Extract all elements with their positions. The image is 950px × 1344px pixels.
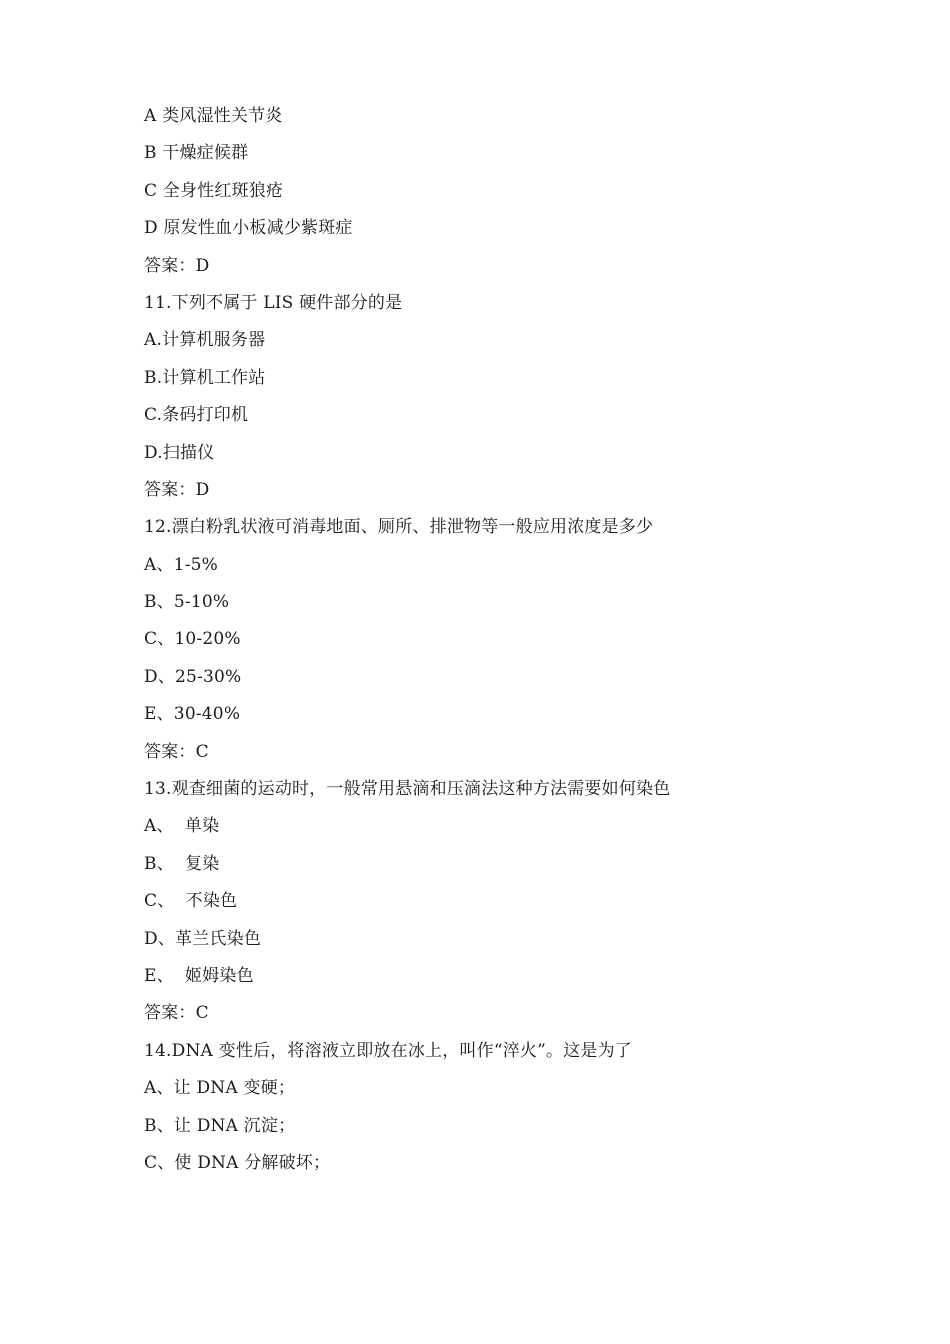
q10-answer: 答案：D (144, 255, 210, 276)
q12-option-d: D、25-30% (144, 666, 242, 687)
q12-option-b: B、5-10% (144, 592, 230, 613)
q11-stem: 11.下列不属于 LIS 硬件部分的是 (144, 292, 403, 313)
q11-answer: 答案：D (144, 479, 210, 500)
q13-stem: 13.观查细菌的运动时，一般常用悬滴和压滴法这种方法需要如何染色 (144, 779, 671, 800)
q14-stem: 14.DNA 变性后，将溶液立即放在冰上，叫作“淬火”。这是为了 (144, 1040, 633, 1061)
q12-option-e: E、30-40% (144, 704, 241, 725)
q13-option-a: A、 单染 (144, 816, 220, 837)
question-list (144, 98, 844, 1182)
q13-answer: 答案：C (144, 1003, 209, 1024)
q11-option-d: D.扫描仪 (144, 442, 215, 463)
q14-option-c: C、使 DNA 分解破坏； (144, 1152, 331, 1173)
q10-option-a: A 类风湿性关节炎 (144, 106, 283, 126)
q11-option-c: C.条码打印机 (144, 405, 249, 426)
q10-option-c: C 全身性红斑狼疮 (144, 180, 284, 201)
q10-option-d: D 原发性血小板减少紫斑症 (144, 218, 353, 239)
q14-option-b: B、让 DNA 沉淀； (144, 1115, 296, 1136)
q12-answer: 答案：C (144, 741, 209, 762)
q12-option-a: A、1-5% (144, 554, 219, 575)
q13-option-e: E、 姬姆染色 (144, 965, 254, 986)
q10-option-b: B 干燥症候群 (144, 143, 249, 164)
q11-option-a: A.计算机服务器 (144, 330, 266, 351)
q13-option-b: B、 复染 (144, 853, 220, 874)
q12-stem: 12.漂白粉乳状液可消毒地面、厕所、排泄物等一般应用浓度是多少 (144, 517, 654, 538)
q12-option-c: C、10-20% (144, 629, 241, 650)
q14-option-a: A、让 DNA 变硬； (144, 1078, 296, 1099)
q13-option-c: C、 不染色 (144, 891, 238, 912)
q11-option-b: B.计算机工作站 (144, 367, 266, 388)
q13-option-d: D、革兰氏染色 (144, 928, 262, 949)
